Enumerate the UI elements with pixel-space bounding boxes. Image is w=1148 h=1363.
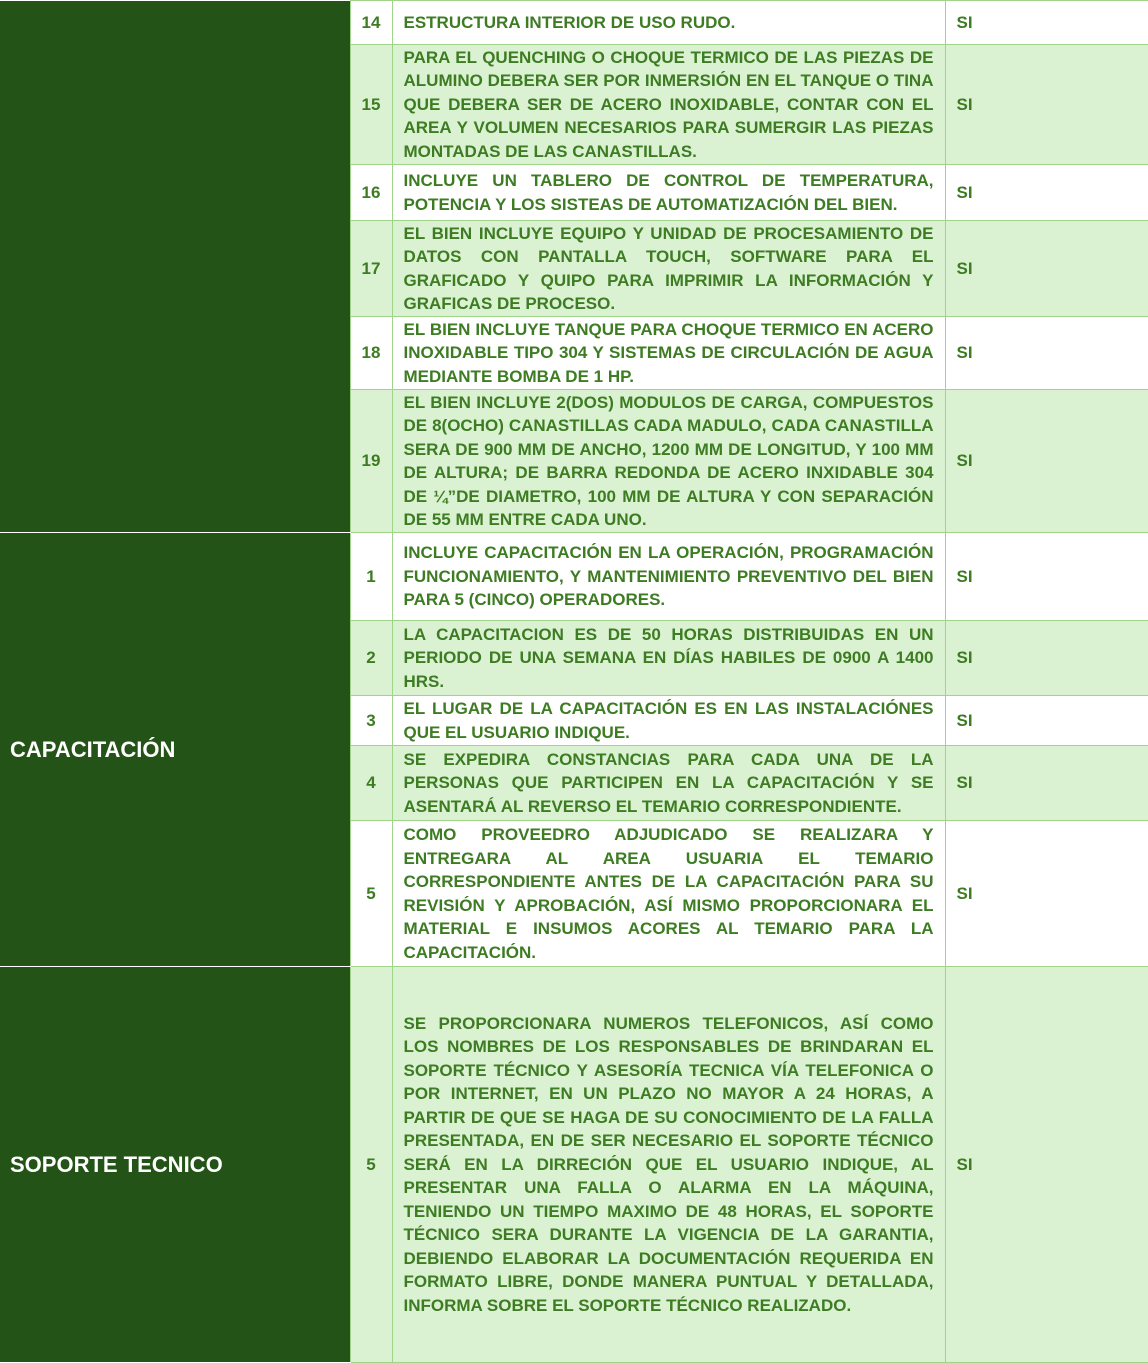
row-answer: SI (945, 621, 1148, 696)
row-answer: SI (945, 165, 1148, 221)
row-description: INCLUYE CAPACITACIÓN EN LA OPERACIÓN, PROGRAMACIÓN FUNCIONAMIENTO, Y MANTENIMIENTO PREVENTIVO DEL BIEN PARA 5 (CINCO) OPERADORES. (392, 533, 945, 621)
row-number: 4 (350, 746, 392, 821)
row-description: EL LUGAR DE LA CAPACITACIÓN ES EN LAS INSTALACIÓNES QUE EL USUARIO INDIQUE. (392, 696, 945, 746)
section-label: CAPACITACIÓN (0, 533, 350, 967)
row-number: 16 (350, 165, 392, 221)
row-description: SE PROPORCIONARA NUMEROS TELEFONICOS, ASÍ COMO LOS NOMBRES DE LOS RESPONSABLES DE BRINDARAN EL SOPORTE TÉCNICO Y ASESORÍA TECNICA VÍA TELEFONICA O POR INTERNET, EN UN PLAZO NO MAYOR A 24 HORAS, A PARTIR DE QUE SE HAGA DE SU CONOCIMIENTO DE LA FALLA PRESENTADA, EN DE SER NECESARIO EL SOPORTE TÉCNICO SERÁ EN LA DIRRECIÓN QUE EL USUARIO INDIQUE, AL PRESENTAR UNA FALLA O ALARMA EN LA MÁQUINA, TENIENDO UN TIEMPO MAXIMO DE 48 HORAS, EL SOPORTE TÉCNICO SERA DURANTE LA VIGENCIA DE LA GARANTIA, DEBIENDO ELABORAR LA DOCUMENTACIÓN REQUERIDA EN FORMATO LIBRE, DONDE MANERA PUNTUAL Y DETALLADA, INFORMA SOBRE EL SOPORTE TÉCNICO REALIZADO. (392, 967, 945, 1363)
row-answer: SI (945, 696, 1148, 746)
table-row (0, 1, 1148, 45)
table-row (0, 533, 1148, 621)
row-number: 1 (350, 533, 392, 621)
row-number: 3 (350, 696, 392, 746)
row-number: 2 (350, 621, 392, 696)
row-number: 19 (350, 390, 392, 533)
row-number: 15 (350, 45, 392, 165)
section-label (0, 1, 350, 533)
row-number: 5 (350, 821, 392, 967)
row-answer: SI (945, 746, 1148, 821)
row-answer: SI (945, 317, 1148, 390)
section-label: SOPORTE TECNICO (0, 967, 350, 1363)
row-answer: SI (945, 821, 1148, 967)
row-description: INCLUYE UN TABLERO DE CONTROL DE TEMPERATURA, POTENCIA Y LOS SISTEAS DE AUTOMATIZACIÓN DEL BIEN. (392, 165, 945, 221)
row-number: 14 (350, 1, 392, 45)
row-description: PARA EL QUENCHING O CHOQUE TERMICO DE LAS PIEZAS DE ALUMINO DEBERA SER POR INMERSIÓN EN EL TANQUE O TINA QUE DEBERA SER DE ACERO INOXIDABLE, CONTAR CON EL AREA Y VOLUMEN NECESARIOS PARA SUMERGIR LAS PIEZAS MONTADAS DE LAS CANASTILLAS. (392, 45, 945, 165)
row-answer: SI (945, 967, 1148, 1363)
row-answer: SI (945, 1, 1148, 45)
row-description: LA CAPACITACION ES DE 50 HORAS DISTRIBUIDAS EN UN PERIODO DE UNA SEMANA EN DÍAS HABILES DE 0900 A 1400 HRS. (392, 621, 945, 696)
row-number: 5 (350, 967, 392, 1363)
row-answer: SI (945, 221, 1148, 317)
row-number: 17 (350, 221, 392, 317)
row-description: SE EXPEDIRA CONSTANCIAS PARA CADA UNA DE LA PERSONAS QUE PARTICIPEN EN LA CAPACITACIÓN Y SE ASENTARÁ AL REVERSO EL TEMARIO CORRESPONDIENTE. (392, 746, 945, 821)
row-answer: SI (945, 533, 1148, 621)
row-answer: SI (945, 390, 1148, 533)
row-description: EL BIEN INCLUYE EQUIPO Y UNIDAD DE PROCESAMIENTO DE DATOS CON PANTALLA TOUCH, SOFTWARE PARA EL GRAFICADO Y QUIPO PARA IMPRIMIR LA INFORMACIÓN Y GRAFICAS DE PROCESO. (392, 221, 945, 317)
row-description: EL BIEN INCLUYE 2(DOS) MODULOS DE CARGA, COMPUESTOS DE 8(OCHO) CANASTILLAS CADA MADULO, CADA CANASTILLA SERA DE 900 MM DE ANCHO, 1200 MM DE LONGITUD, Y 100 MM DE ALTURA; DE BARRA REDONDA DE ACERO INXIDABLE 304 DE ¼”DE DIAMETRO, 100 MM DE ALTURA Y CON SEPARACIÓN DE 55 MM ENTRE CADA UNO. (392, 390, 945, 533)
row-answer: SI (945, 45, 1148, 165)
table-row (0, 967, 1148, 1363)
row-description: COMO PROVEEDRO ADJUDICADO SE REALIZARA Y ENTREGARA AL AREA USUARIA EL TEMARIO CORRESPONDIENTE ANTES DE LA CAPACITACIÓN PARA SU REVISIÓN Y APROBACIÓN, ASÍ MISMO PROPORCIONARA EL MATERIAL E INSUMOS ACORES AL TEMARIO PARA LA CAPACITACIÓN. (392, 821, 945, 967)
row-description: EL BIEN INCLUYE TANQUE PARA CHOQUE TERMICO EN ACERO INOXIDABLE TIPO 304 Y SISTEMAS DE CIRCULACIÓN DE AGUA MEDIANTE BOMBA DE 1 HP. (392, 317, 945, 390)
row-description: ESTRUCTURA INTERIOR DE USO RUDO. (392, 1, 945, 45)
row-number: 18 (350, 317, 392, 390)
